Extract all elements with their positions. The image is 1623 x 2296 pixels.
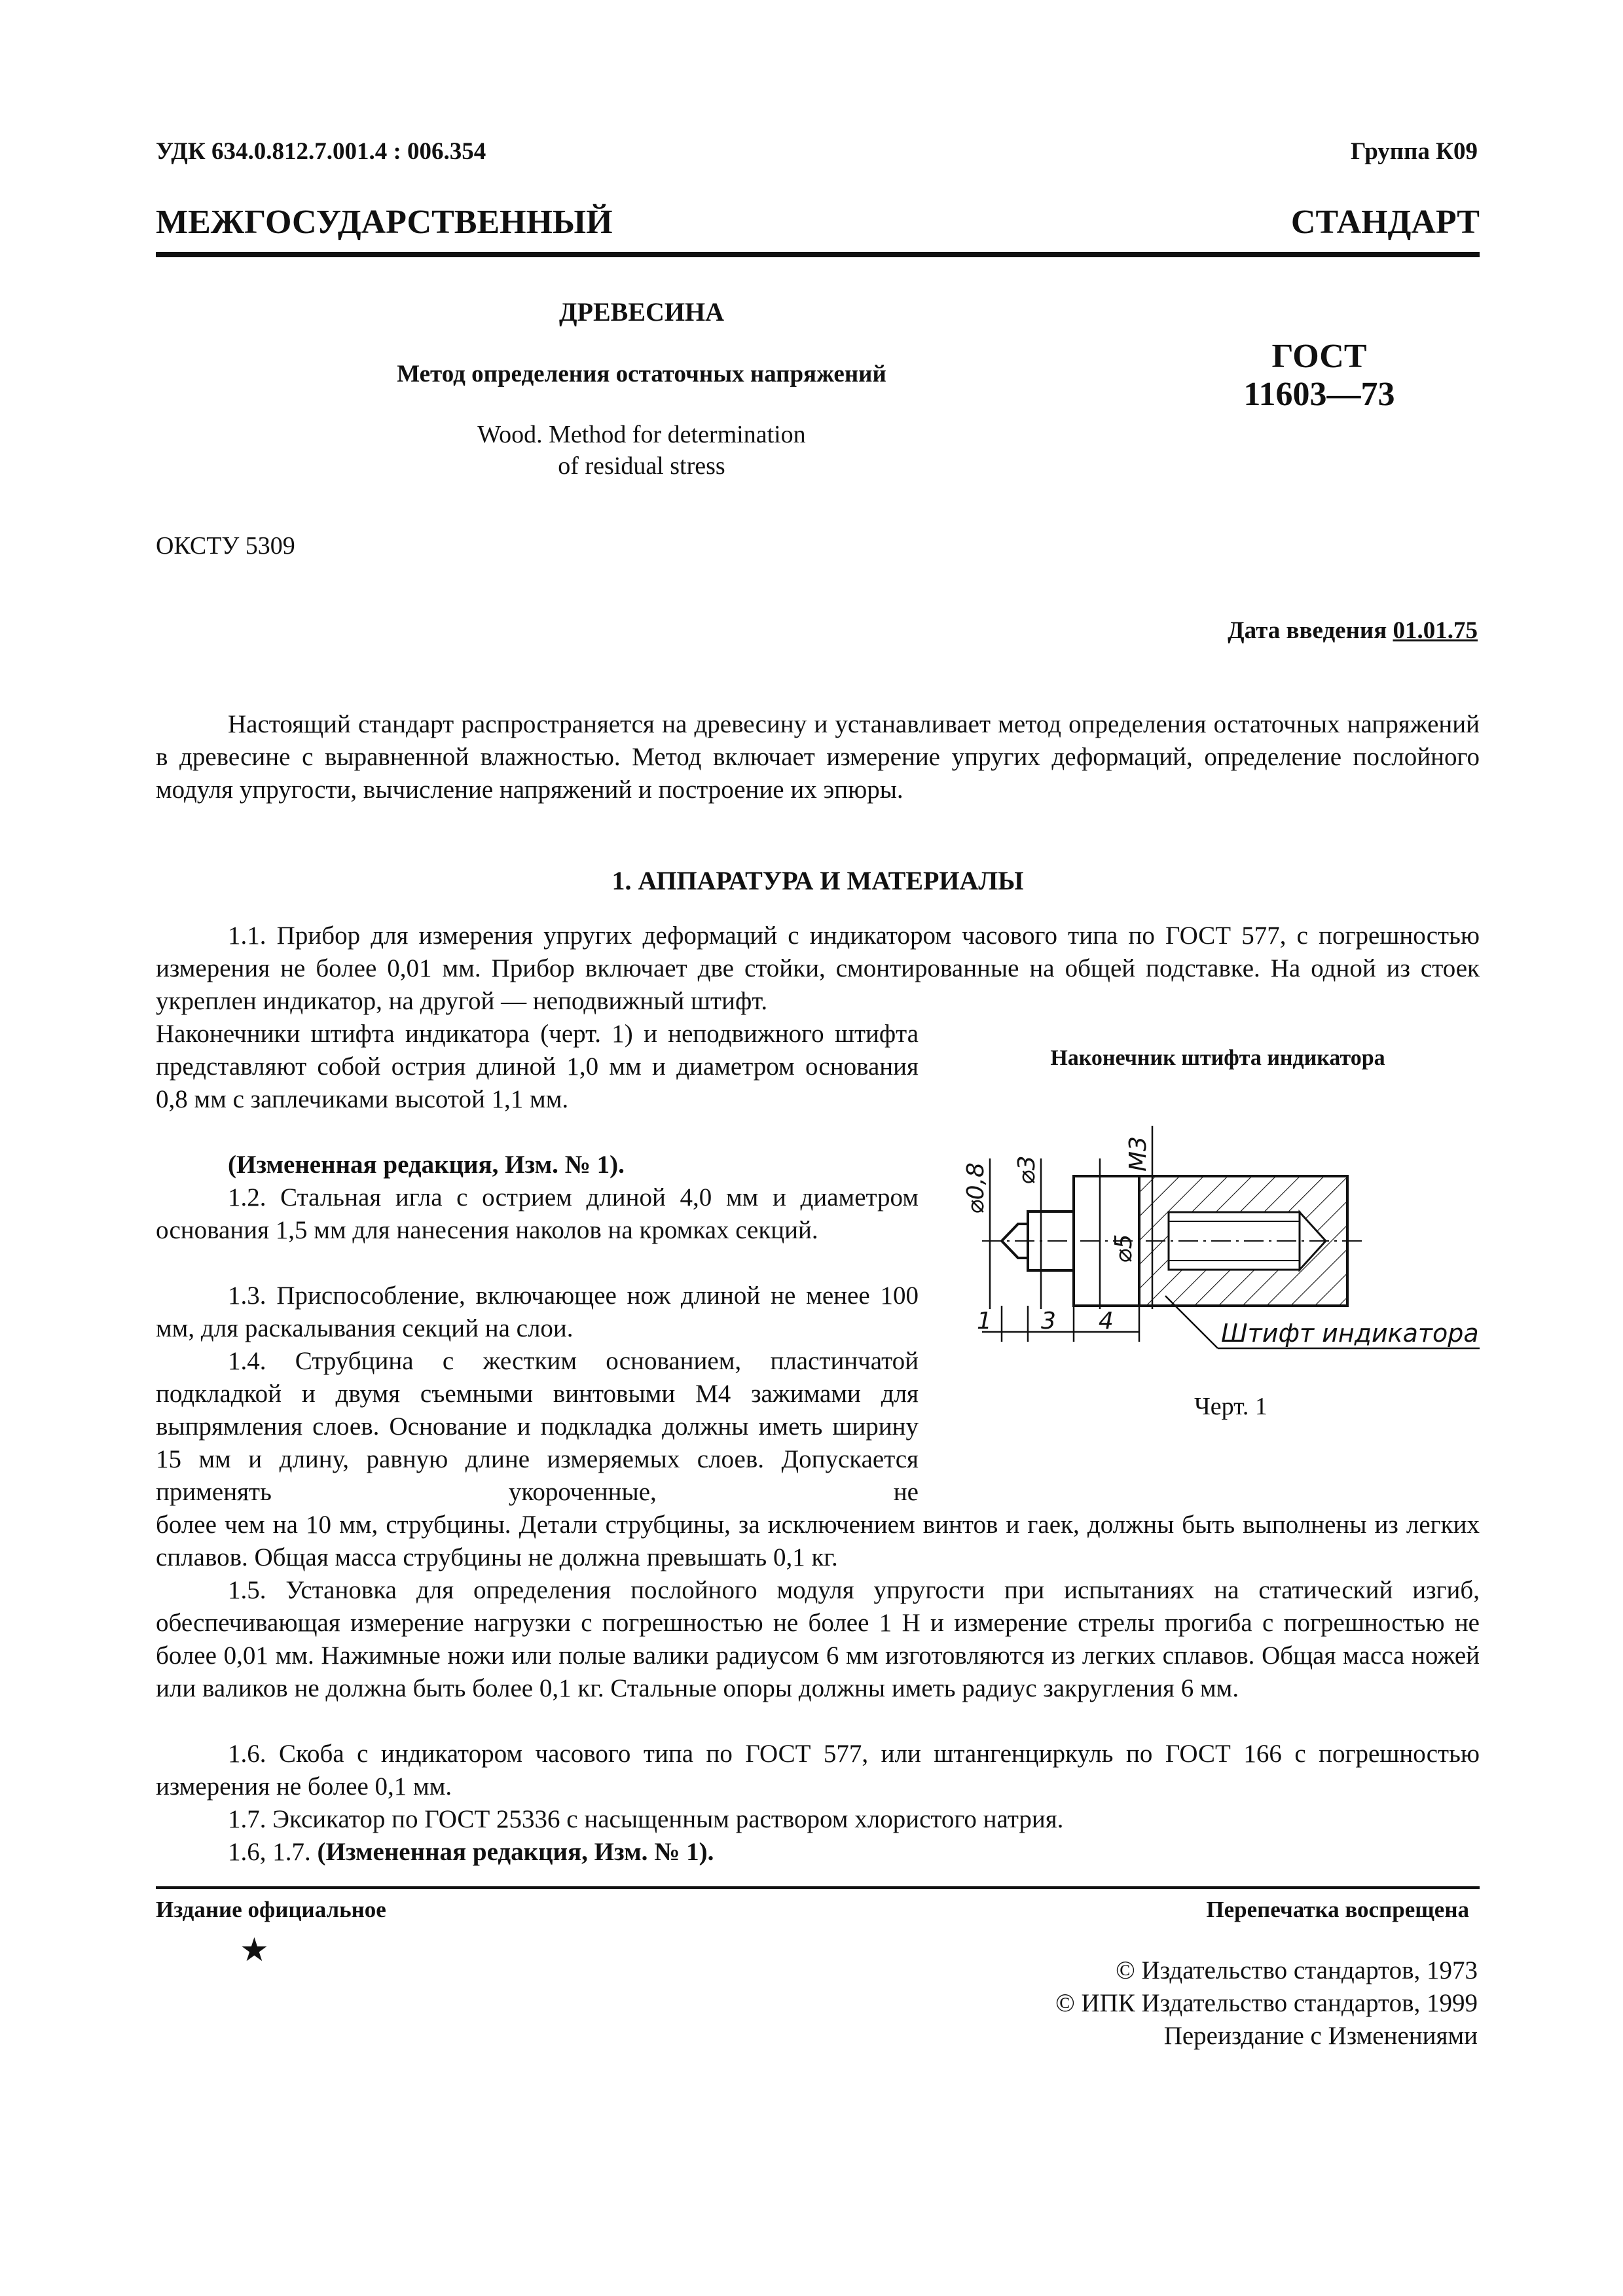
gost-number: 11603—73 (1243, 376, 1395, 413)
dim-diameter-5: ⌀5 (1110, 1234, 1137, 1263)
okstu-code: ОКСТУ 5309 (156, 532, 295, 560)
dim-diameter-3: ⌀3 (1013, 1155, 1040, 1185)
callout-label: Штифт индикатора (1221, 1319, 1479, 1348)
paragraph-1-3: 1.3. Приспособление, включающее нож длиной не менее 100 мм, для раскалывания секций на слои. (156, 1282, 919, 1342)
dim-length-1: 1 (977, 1308, 992, 1335)
reissue-note: Переиздание с Изменениями (1163, 2022, 1478, 2050)
dim-length-4: 4 (1099, 1308, 1114, 1335)
standard-banner: МЕЖГОСУДАРСТВЕННЫЙ СТАНДАРТ (156, 204, 1480, 241)
amendment-text: (Измененная редакция, Изм. № 1). (317, 1838, 714, 1866)
figure-number: Черт. 1 (1194, 1393, 1267, 1420)
date-introduced (1228, 617, 1478, 645)
star-icon: ★ (240, 1931, 269, 1968)
paragraph-1-2: 1.2. Стальная игла с острием длиной 4,0 мм и диаметром основания 1,5 мм для нанесения наколов на кромках секций. (156, 1183, 919, 1244)
figure-caption: Наконечник штифта индикатора (1050, 1046, 1385, 1070)
paragraph-1-1: 1.1. Прибор для измерения упругих деформаций с индикатором часового типа по ГОСТ 577, с погрешностью измерения не более 0,01 мм. Прибор включает две стойки, смонтированные на общей подставке. На одной из стоек укреплен индикатор, на другой — неподвижный штифт. (156, 922, 1480, 1015)
date-label: Дата введения (1228, 617, 1387, 644)
paragraph-1-6: 1.6. Скоба с индикатором часового типа по ГОСТ 577, или штангенциркуль по ГОСТ 166 с погрешностью измерения не более 0,1 мм. (156, 1740, 1480, 1801)
english-title-line2: of residual stress (558, 452, 725, 480)
dim-thread-m3: М3 (1125, 1136, 1152, 1172)
paragraph-1-4-end: более чем на 10 мм, струбцины. Детали струбцины, за исключением винтов и гаек, должны быть выполнены из легких сплавов. Общая масса струбцины не должна превышать 0,1 кг. (156, 1511, 1480, 1571)
document-title: ДРЕВЕСИНА (559, 297, 724, 327)
paragraph-1-5: 1.5. Установка для определения послойного модуля упругости при испытаниях на статический изгиб, обеспечивающая измерение нагрузки с погрешностью не более 1 Н и измерение стрелы прогиба с погрешностью не более 0,01 мм. Нажимные ножи или полые валики радиусом 6 мм изготовляются из легких сплавов. Общая масса ножей или валиков не должна быть более 0,1 кг. Стальные опоры должны иметь радиус закругления 6 мм. (156, 1576, 1480, 1702)
amendment-note-2 (156, 1836, 1480, 1869)
indicator-tip-drawing (943, 1100, 1506, 1381)
gost-label: ГОСТ (1271, 338, 1367, 375)
copyright-1973: © Издательство стандартов, 1973 (1116, 1956, 1478, 1984)
english-title-line1: Wood. Method for determination (477, 421, 806, 448)
copyright-1999: © ИПК Издательство стандартов, 1999 (1055, 1989, 1478, 2017)
official-edition: Издание официальное (156, 1897, 386, 1922)
intro-paragraph: Настоящий стандарт распространяется на древесину и устанавливает метод определения остаточных напряжений в древесине с выравненной влажностью. Метод включает измерение упругих деформаций, определение послойного модуля упругости, вычисление напряжений и построение их эпюры. (156, 710, 1480, 804)
udk-code: УДК 634.0.812.7.001.4 : 006.354 (156, 138, 486, 165)
section-heading: 1. АППАРАТУРА И МАТЕРИАЛЫ (611, 866, 1024, 895)
amendment-items: 1.6, 1.7. (228, 1838, 311, 1866)
reprint-forbidden: Перепечатка воспрещена (1206, 1897, 1469, 1922)
amendment-note-1: (Измененная редакция, Изм. № 1). (228, 1151, 625, 1179)
paragraph-1-7: 1.7. Эксикатор по ГОСТ 25336 с насыщенным раствором хлористого натрия. (228, 1805, 1064, 1833)
banner-rule (156, 252, 1480, 257)
group-code: Группа К09 (1350, 138, 1478, 165)
footer-rule (156, 1886, 1480, 1889)
date-value: 01.01.75 (1393, 617, 1478, 644)
paragraph-1-1-tips: Наконечники штифта индикатора (черт. 1) и неподвижного штифта представляют собой острия длиной 1,0 мм и диаметром основания 0,8 мм с заплечиками высотой 1,1 мм. (156, 1020, 919, 1113)
paragraph-1-4-start: 1.4. Струбцина с жестким основанием, пластинчатой подкладкой и двумя съемными винтовыми М4 зажимами для выпрямления слоев. Основание и подкладка должны иметь ширину 15 мм и длину, равную длине измеряемых слоев. Допускается применять укороченные, не (156, 1347, 919, 1506)
dim-diameter-08: ⌀0,8 (962, 1162, 989, 1214)
document-subtitle: Метод определения остаточных напряжений (397, 361, 886, 387)
dim-length-3: 3 (1041, 1308, 1056, 1335)
